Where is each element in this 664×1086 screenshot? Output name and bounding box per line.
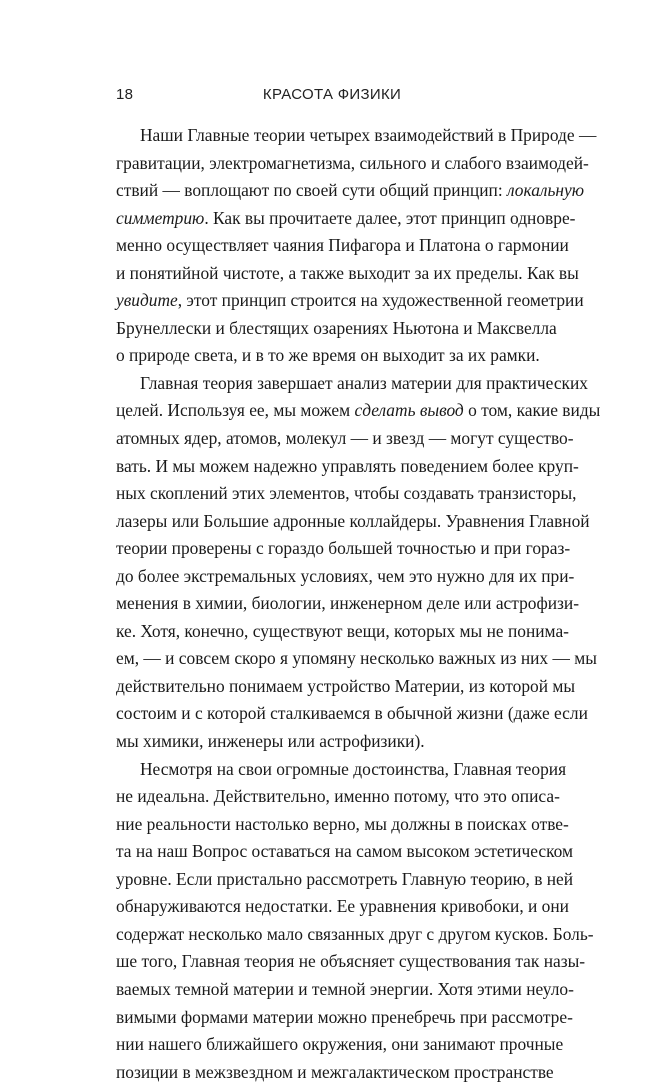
running-title: КРАСОТА ФИЗИКИ [262, 86, 402, 103]
text-segment: и понятийной чистоте, а также выходит за их пределы. Как вы [116, 262, 579, 283]
text-line [116, 232, 569, 260]
body-text [116, 122, 601, 1086]
text-line [116, 1059, 554, 1086]
text-segment: та на наш Вопрос оставаться на самом высоком эстетическом [116, 841, 574, 862]
text-segment: Главная теория завершает анализ материи для практических [140, 372, 588, 393]
text-line [116, 287, 584, 315]
text-line [116, 508, 590, 536]
text-segment: менно осуществляет чаяния Пифагора и Платона о гармонии [116, 235, 569, 256]
page-header [116, 86, 548, 108]
text-line [116, 728, 548, 756]
text-line [116, 893, 569, 921]
text-line [116, 948, 586, 976]
text-segment: мы химики, инженеры или астрофизики). [116, 731, 425, 752]
text-segment: гравитации, электромагнетизма, сильного и слабого взаимодей- [116, 152, 589, 173]
text-segment: действительно понимаем устройство Материи, из которой мы [116, 675, 576, 696]
text-segment: теории проверены с гораздо большей точностью и при гораз- [116, 538, 571, 559]
text-segment: ваемых темной материи и темной энергии. Хотя этими неуло- [116, 978, 574, 999]
text-line [116, 1031, 564, 1059]
text-segment: вимыми формами материи можно пренебречь при рассмотре- [116, 1006, 573, 1027]
text-segment: ше того, Главная теория не объясняет существования так назы- [116, 951, 586, 972]
text-segment: ных скоплений этих элементов, чтобы создавать транзисторы, [116, 483, 577, 504]
text-line [116, 480, 577, 508]
text-segment: вать. И мы можем надежно управлять поведением более круп- [116, 455, 579, 476]
italic-text: симметрию [116, 207, 205, 228]
text-line [116, 838, 574, 866]
text-segment: Наши Главные теории четырех взаимодействий в Природе — [140, 125, 597, 145]
text-line [116, 645, 597, 673]
text-segment: Брунеллески и блестящих озарениях Ньютона и Максвелла [116, 317, 557, 338]
text-segment: содержат несколько мало связанных друг с другом кусков. Боль- [116, 923, 594, 944]
text-line [116, 397, 601, 425]
text-line [116, 673, 576, 701]
italic-text: увидите [116, 290, 178, 311]
text-line [116, 260, 579, 288]
italic-text: сделать вывод [354, 400, 464, 421]
text-segment: обнаруживаются недостатки. Ее уравнения кривобоки, и они [116, 896, 569, 917]
text-line [116, 177, 585, 205]
text-segment: . Как вы прочитаете далее, этот принцип одновре- [204, 207, 576, 228]
text-line [116, 425, 574, 453]
text-line [116, 453, 579, 481]
paragraph [116, 370, 601, 756]
text-segment: нии нашего ближайшего окружения, они занимают прочные [116, 1034, 564, 1055]
text-line [116, 342, 548, 370]
italic-text: локальную [507, 180, 585, 201]
text-segment: до более экстремальных условиях, чем это нужно для их при- [116, 565, 575, 586]
text-line [116, 700, 588, 728]
text-line [116, 756, 567, 784]
text-line [116, 618, 569, 646]
text-segment: уровне. Если пристально рассмотреть Главную теорию, в ней [116, 868, 574, 889]
paragraph [116, 756, 594, 1086]
text-line [116, 315, 557, 343]
text-segment: ствий — воплощают по своей сути общий принцип: [116, 180, 508, 201]
paragraph [116, 122, 597, 370]
text-line [116, 563, 575, 591]
text-segment: о том, какие виды [463, 400, 601, 421]
text-line [116, 1004, 573, 1032]
text-line [116, 783, 560, 811]
text-segment: состоим и с которой сталкиваемся в обычной жизни (даже если [116, 703, 588, 724]
text-segment: не идеальна. Действительно, именно потому, что это описа- [116, 786, 560, 807]
page-number: 18 [116, 86, 134, 103]
text-segment: менения в химии, биологии, инженерном деле или астрофизи- [116, 593, 580, 614]
text-line [116, 205, 576, 233]
text-line [116, 811, 569, 839]
text-segment: ем, — и совсем скоро я упомяну несколько важных из них — мы [116, 648, 597, 669]
text-line [116, 590, 580, 618]
text-segment: целей. Используя ее, мы можем [116, 400, 355, 421]
text-segment: Несмотря на свои огромные достоинства, Главная теория [140, 758, 567, 779]
text-segment: позиции в межзвездном и межгалактическом пространстве [116, 1061, 554, 1082]
text-segment: ке. Хотя, конечно, существуют вещи, которых мы не понима- [116, 620, 569, 641]
text-segment: атомных ядер, атомов, молекул — и звезд — могут существо- [116, 428, 574, 449]
text-line [116, 370, 588, 398]
text-segment: ние реальности настолько верно, мы должны в поисках отве- [116, 813, 569, 834]
text-segment: , этот принцип строится на художественной геометрии [177, 290, 584, 311]
text-line [116, 921, 594, 949]
text-line [116, 866, 574, 894]
text-line [116, 122, 597, 150]
text-segment: о природе света, и в то же время он выходит за их рамки. [116, 345, 540, 366]
text-line [116, 150, 589, 178]
text-segment: лазеры или Большие адронные коллайдеры. Уравнения Главной [116, 510, 590, 531]
text-line [116, 976, 574, 1004]
text-line [116, 535, 571, 563]
